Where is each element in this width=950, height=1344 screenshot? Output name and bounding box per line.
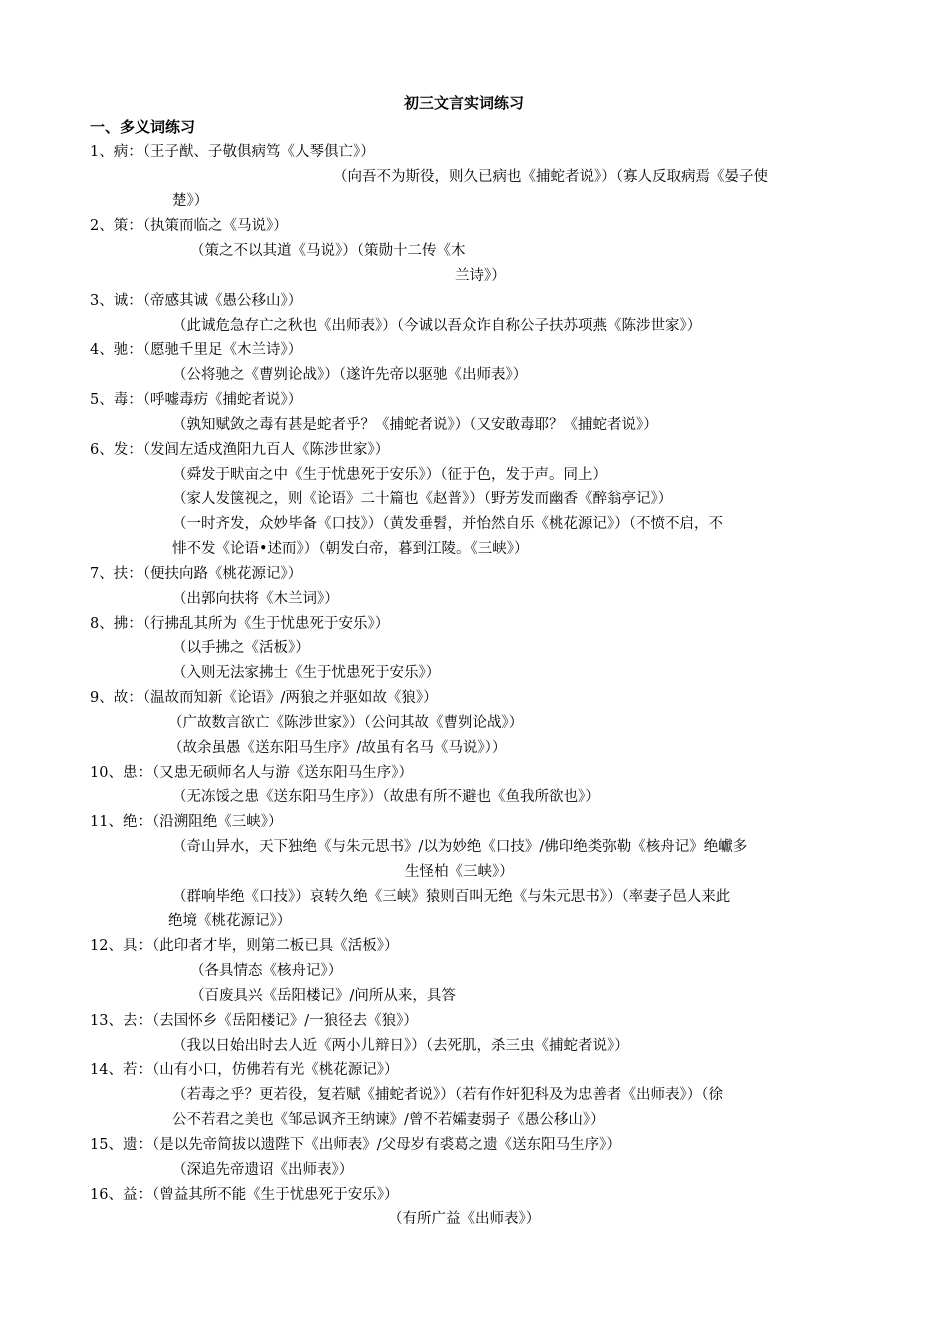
text-line: （我以日始出时去人近《两小儿辩日》）（去死肌，杀三虫《捕蛇者说》） [172,1038,629,1054]
text-line: 生怪柏《三峡》） [405,864,514,880]
text-line: 楚》） [172,193,209,209]
text-line: 7、扶：（便扶向路《桃花源记》） [90,566,303,582]
text-line: （向吾不为斯役，则久已病也《捕蛇者说》）（寡人反取病焉《晏子使 [333,169,768,185]
text-line: （群响毕绝《口技》）哀转久绝《三峡》猿则百叫无绝《与朱元思书》）（率妻子邑人来此 [172,889,731,905]
page-title: 初三文言实词练习 [404,94,525,112]
text-line: 兰诗》） [455,268,506,284]
text-line: （入则无法家拂士《生于忧患死于安乐》） [172,665,441,681]
text-line: （此诚危急存亡之秋也《出师表》）（今诚以吾众诈自称公子扶苏项燕《陈涉世家》） [172,318,702,334]
text-line: （策之不以其道《马说》）（策勋十二传《木 [190,243,466,259]
text-line: 绝境《桃花源记》） [168,913,292,929]
text-line: 13、去：（去国怀乡《岳阳楼记》/一狼径去《狼》） [90,1013,418,1029]
text-line: （一时齐发，众妙毕备《口技》）（黄发垂髫，并怡然自乐《桃花源记》）（不愤不启，不 [172,516,723,532]
text-line: 10、患：（又患无硕师名人与游《送东阳马生序》） [90,765,413,781]
text-line: （无冻馁之患《送东阳马生序》）（故患有所不避也《鱼我所欲也》） [172,789,600,805]
text-line: （舜发于畎亩之中《生于忧患死于安乐》）（征于色，发于声。同上） [172,467,607,483]
text-line: （广故数言欲亡《陈涉世家》）（公问其故《曹刿论战》） [168,715,524,731]
text-line: （若毒之乎？更若役，复若赋《捕蛇者说》）（若有作奸犯科及为忠善者《出师表》）（徐 [172,1087,723,1103]
text-line: 9、故：（温故而知新《论语》/两狼之并驱如故《狼》） [90,690,438,706]
text-line: 公不若君之美也《邹忌讽齐王纳谏》/曾不若孀妻弱子《愚公移山》） [172,1112,605,1128]
text-line: （家人发箧视之，则《论语》二十篇也《赵普》）（野芳发而幽香《醉翁亭记》） [172,491,673,507]
text-line: 悱不发《论语•述而》）（朝发白帝，暮到江陵。《三峡》） [172,541,529,557]
text-line: （百废具兴《岳阳楼记》/问所从来，具答 [190,988,456,1004]
text-line: （各具情态《核舟记》） [190,963,343,979]
text-line: （故余虽愚《送东阳马生序》/故虽有名马《马说》）） [168,740,507,756]
text-line: 11、绝：（沿溯阻绝《三峡》） [90,814,283,830]
text-line: （有所广益《出师表》） [388,1211,541,1227]
text-line: 5、毒：（呼嘘毒疠《捕蛇者说》） [90,392,303,408]
text-line: （出郭向扶将《木兰词》） [172,591,339,607]
text-line: 15、遗：（是以先帝简拔以遗陛下《出师表》/父母岁有裘葛之遗《送东阳马生序》） [90,1137,621,1153]
text-line: （奇山异水，天下独绝《与朱元思书》/以为妙绝《口技》/佛印绝类弥勒《核舟记》绝巘多 [172,839,748,855]
text-line: （深追先帝遗诏《出师表》） [172,1162,354,1178]
text-line: 12、具：（此印者才毕，则第二板已具《活板》） [90,938,399,954]
text-line: 1、病：（王子猷、子敬俱病笃《人琴俱亡》） [90,144,375,160]
text-line: 4、驰：（愿驰千里足《木兰诗》） [90,342,303,358]
section-heading: 一、多义词练习 [90,118,196,136]
text-line: 8、拂：（行拂乱其所为《生于忧患死于安乐》） [90,616,390,632]
text-line: （孰知赋敛之毒有甚是蛇者乎？《捕蛇者说》）（又安敢毒耶？《捕蛇者说》） [172,417,658,433]
text-line: （以手拂之《活板》） [172,640,310,656]
text-line: 14、若：（山有小口，仿佛若有光《桃花源记》） [90,1062,399,1078]
text-line: 6、发：（发闾左适戍渔阳九百人《陈涉世家》） [90,442,390,458]
text-line: 2、策：（执策而临之《马说》） [90,218,288,234]
text-line: （公将驰之《曹刿论战》）（遂许先帝以驱驰《出师表》） [172,367,528,383]
text-line: 3、诚：（帝感其诚《愚公移山》） [90,293,303,309]
text-line: 16、益：（曾益其所不能《生于忧患死于安乐》） [90,1187,399,1203]
